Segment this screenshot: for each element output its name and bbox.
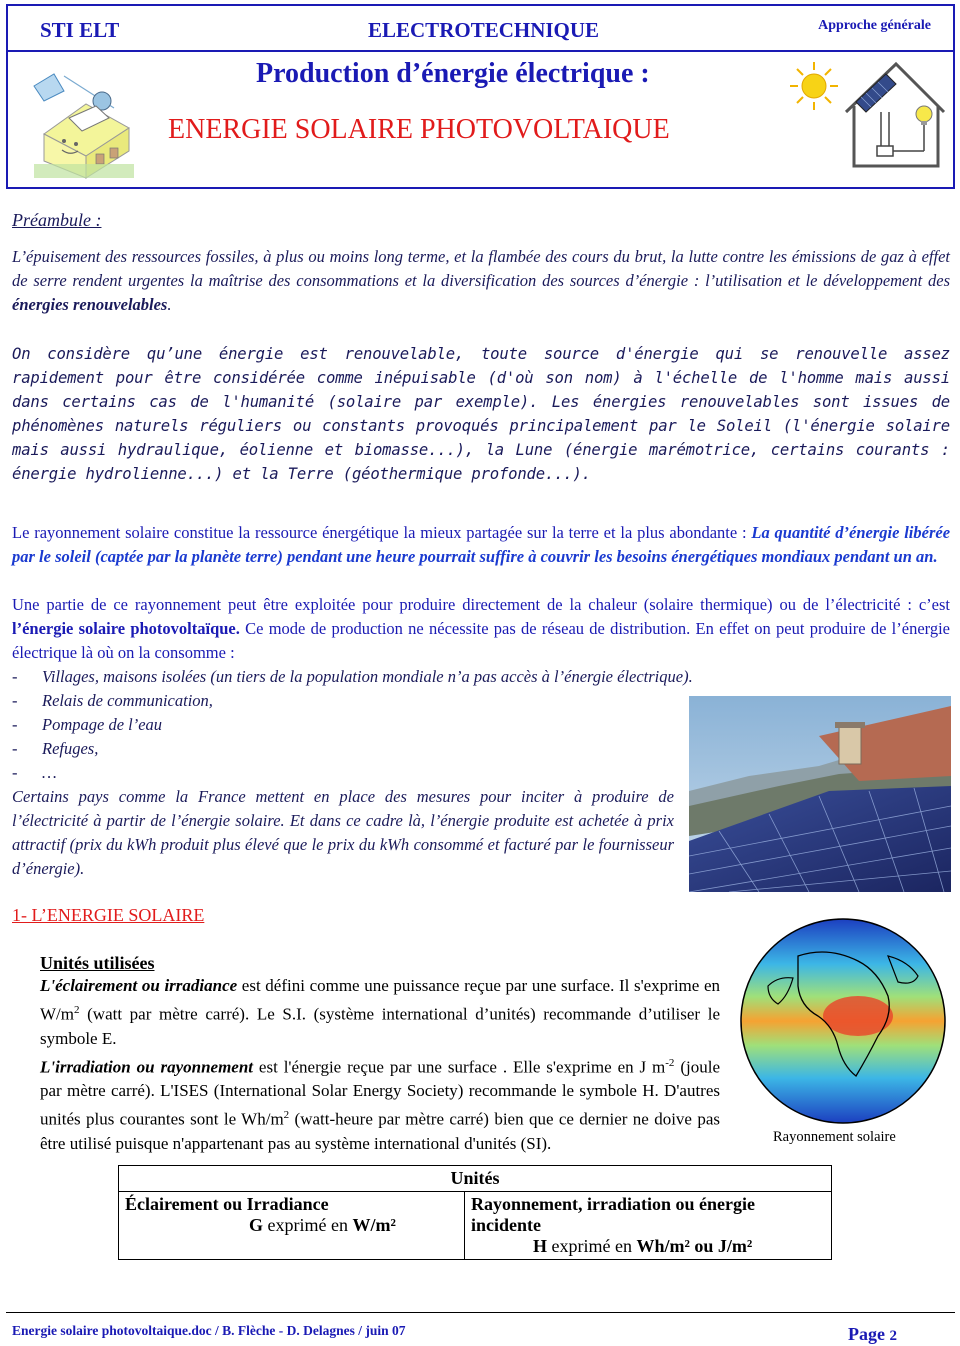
footer-divider <box>6 1312 955 1313</box>
solar-radiation-paragraph <box>12 521 950 569</box>
list-item: - Relais de communication, <box>12 691 213 710</box>
irradiation-term: L'irradiation ou rayonnement <box>40 1057 254 1077</box>
globe-caption: Rayonnement solaire <box>773 1129 896 1145</box>
units-table <box>118 1165 832 1260</box>
irradiation-title: Rayonnement, irradiation ou énergie incidente <box>471 1194 755 1235</box>
list-item: - … <box>12 763 57 782</box>
preamble-p1-text: L’épuisement des ressources fossiles, à plus ou moins long terme, et la flambée des cours du brut, la lutte contre les émissions de gaz à effet de serre rendent urgentes la maîtrise des consommations et la diversification des sources d’énergie : l’utilisation et le développement des <box>12 247 950 290</box>
units-definitions: L'éclairement ou irradiance est défini comme une puissance reçue par une surface. Il s'exprime en $W/m^2$ (watt par mètre carré). Le S.I. (système international d’unités) recommande d’utiliser le symbole E. L'irradiation ou rayonnement est l'énergie reçue par une surface . Elle s'exprime en J $m^{-2}$ (joule par mètre carré). L'ISES (International Solar Energy Society) recommande le symbole H. D'autres unités plus courantes sont le $Wh/m^2$ (watt-heure par mètre carré) bien que ce dernier ne doive pas être utilisé puisque n'appartenant pas au système international d'unités (SI). <box>40 976 720 1153</box>
section-title-solar-energy: 1- L’ENERGIE SOLAIRE <box>12 905 205 925</box>
photovoltaic-text-2: Ce mode de production ne nécessite pas de réseau de distribution. En effet on peut produire de l’énergie électrique là où on la consomme : <box>12 619 951 662</box>
solar-radiation-globe-map <box>738 916 948 1126</box>
irradiance-cell <box>119 1192 465 1260</box>
irradiation-cell <box>465 1192 832 1260</box>
preamble-paragraph-1 <box>12 245 950 317</box>
preamble-p1-end: . <box>167 295 172 314</box>
solar-energy-highlight: La quantité d’énergie libérée par le soleil (captée par la planète terre) pendant une heure pourrait suffire à couvrir les besoins énergétiques mondiaux pendant un an. <box>12 523 951 566</box>
photovoltaic-term: l’énergie solaire photovoltaïque. <box>12 619 240 638</box>
renewable-energies-term: énergies renouvelables <box>12 295 168 314</box>
list-item: - Pompage de l’eau <box>12 715 163 734</box>
house-with-sun-illustration <box>24 56 139 181</box>
list-item: - Refuges, <box>12 739 99 758</box>
solar-panels-roof-photo <box>689 696 951 892</box>
eclairement-term: L'éclairement ou irradiance <box>40 976 238 995</box>
house-solar-panel-diagram <box>786 54 946 172</box>
header-subject: ELECTROTECHNIQUE <box>368 18 600 42</box>
light-bulb-icon <box>916 106 932 125</box>
document-title: Production d’énergie électrique : <box>256 58 650 89</box>
photovoltaic-text-1: Une partie de ce rayonnement peut être exploitée pour produire directement de la chaleur (solaire thermique) ou de l’électricité : c’est <box>12 595 950 614</box>
units-subtitle: Unités utilisées <box>40 953 155 973</box>
units-table-header: Unités <box>119 1166 832 1192</box>
irradiance-unit-line: G exprimé en W/m² <box>249 1215 396 1235</box>
preamble-heading: Préambule : <box>12 210 102 230</box>
header-approach: Approche générale <box>818 18 931 33</box>
solar-radiation-intro: Le rayonnement solaire constitue la ressource énergétique la mieux partagée sur la terre et la plus abondante : <box>12 523 747 542</box>
irradiation-unit-line: H exprimé en Wh/m² ou J/m² <box>533 1236 753 1256</box>
header-section-code: STI ELT <box>40 18 120 42</box>
photovoltaic-paragraph <box>12 593 950 665</box>
usage-list <box>12 665 693 785</box>
page-number: Page 2 <box>848 1324 897 1344</box>
list-item: - Villages, maisons isolées (un tiers de la population mondiale n’a pas accès à l’énergie électrique). <box>12 667 693 686</box>
preamble-paragraph-2: On considère qu’une énergie est renouvelable, toute source d'énergie qui se renouvelle assez rapidement pour être considérée comme inépuisable (d'où son nom) à l'échelle de l'homme mais aussi dans certains cas de l'humanité (solaire par exemple). Les énergies renouvelables sont issues de phénomènes naturels réguliers ou constants provoqués principalement par le Soleil (l'énergie solaire mais aussi hydraulique, éolienne et biomasse...), la Lune (énergie marémotrice, certains courants : énergie hydrolienne...) et la Terre (géothermique profonde...). <box>12 345 950 483</box>
irradiance-title: Éclairement ou Irradiance <box>125 1194 329 1214</box>
france-incentive-paragraph: Certains pays comme la France mettent en place des mesures pour inciter à produire de l’électricité à partir de l’énergie solaire. Et dans ce cadre là, l’énergie produite est achetée à prix attractif (prix du kWh produit plus élevé que le prix du kWh consommé et facturé par le fournisseur d’énergie). <box>12 787 674 878</box>
document-header <box>6 4 955 189</box>
footer-document-info: Energie solaire photovoltaique.doc / B. Flèche - D. Delagnes / juin 07 <box>12 1323 406 1338</box>
document-subtitle: ENERGIE SOLAIRE PHOTOVOLTAIQUE <box>168 114 670 145</box>
header-band <box>8 6 953 52</box>
sun-icon <box>790 62 838 110</box>
